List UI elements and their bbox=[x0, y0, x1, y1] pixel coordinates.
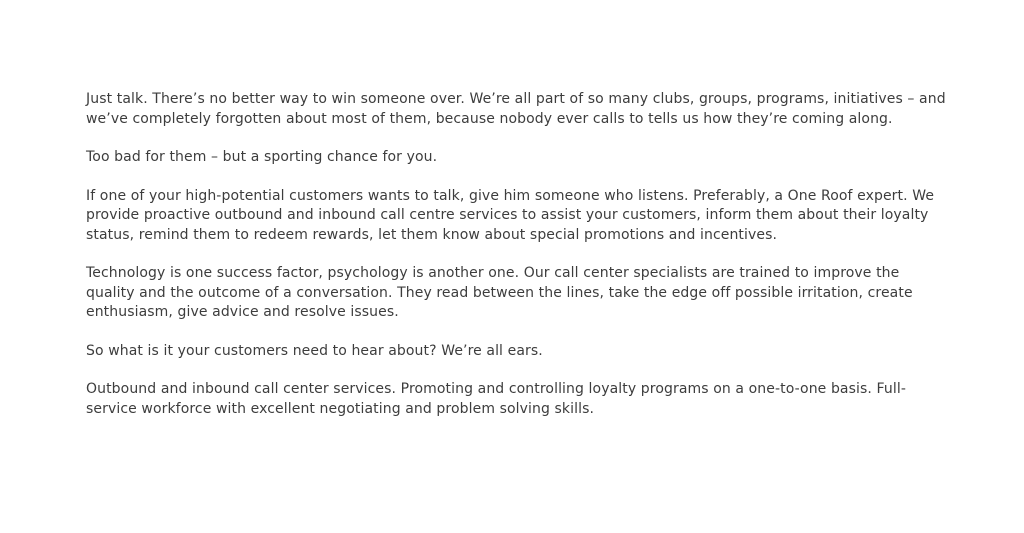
paragraph-intro: Just talk. There’s no better way to win someone over. We’re all part of so many clubs, groups, programs, initiatives – and we’ve completely forgotten about most of them, because nobody ever calls to tells us how they’re coming along. bbox=[86, 91, 946, 127]
paragraph-summary: Outbound and inbound call center services. Promoting and controlling loyalty programs on a one-to-one basis. Full-service workforce with excellent negotiating and problem solving skills. bbox=[86, 381, 906, 417]
paragraph-psychology: Technology is one success factor, psychology is another one. Our call center specialists are trained to improve the quality and the outcome of a conversation. They read between the lines, take the edge off possible irritation, create enthusiasm, give advice and resolve issues. bbox=[86, 265, 913, 320]
paragraph-services: If one of your high-potential customers wants to talk, give him someone who listens. Preferably, a One Roof expert. We provide proactive outbound and inbound call centre services to assist your customers, inform them about their loyalty status, remind them to redeem rewards, let them know about special promotions and incentives. bbox=[86, 187, 935, 243]
article-body bbox=[86, 90, 946, 438]
paragraph-sporting-chance: Too bad for them – but a sporting chance for you. bbox=[86, 149, 438, 165]
paragraph-all-ears: So what is it your customers need to hear about? We’re all ears. bbox=[86, 342, 543, 359]
